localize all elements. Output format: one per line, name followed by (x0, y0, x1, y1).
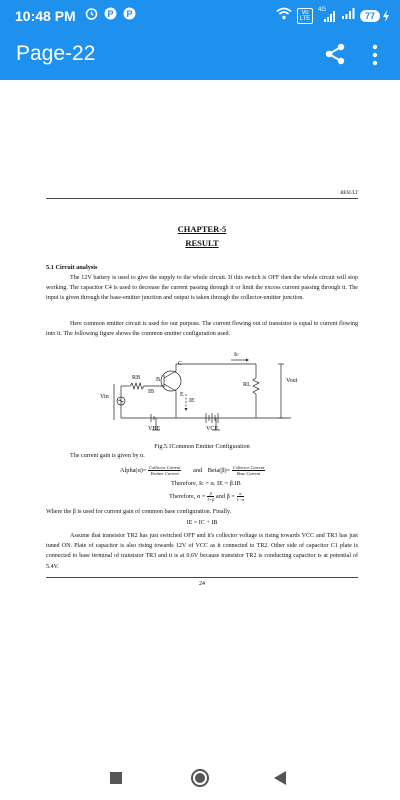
document-page[interactable] (0, 80, 400, 760)
navigation-bar (0, 760, 400, 800)
home-circle-icon[interactable] (190, 768, 210, 788)
alpha-beta-fraction (207, 491, 214, 502)
therefore-2 (46, 491, 358, 502)
running-head: RESULT (340, 191, 358, 196)
beta-denominator: Base Current (236, 471, 261, 476)
label-vce: VCE (206, 426, 219, 432)
status-bar (0, 0, 400, 30)
p-notification-icon (123, 7, 136, 25)
beta-numerator: Collector Current (232, 465, 265, 470)
therefore-2-label: Therefore, α = (169, 492, 206, 500)
signal-4g-icon (317, 6, 336, 23)
label-ie: IE (189, 398, 195, 404)
label-ic: Ic (234, 352, 239, 358)
circuit-figure (100, 352, 306, 438)
chapter-heading (46, 222, 358, 250)
label-vbe: VBE (148, 426, 161, 432)
footer-rule (46, 577, 358, 578)
beta-label: Beta(β)= (207, 466, 231, 474)
alpha-numerator: Collector Current (149, 465, 181, 470)
label-rl: RL (243, 382, 251, 388)
ie-equation: IE = IC + IB (186, 520, 218, 526)
t2b-numerator: α (237, 491, 244, 497)
paragraph-3: Assume that transistor TR2 has just switched OFF and it's collector voltage is rising towards VCC and TR3 has just tuned ON. Plate of capacitor is also rising towards 12V of VCC as it connected to TR2. Other side of capacitor C1 plate is connected to base terminal of transistor TR3 and it is at 0.6V because transistor TR2 is conducting capacitor is at potential of 5.4V. (46, 533, 358, 570)
header-rule (46, 198, 358, 199)
therefore-1: Therefore, Ic = α. IE = β.IB (171, 480, 241, 487)
page-number: 24 (199, 581, 205, 587)
volte-icon: Vo LTE (297, 8, 313, 24)
battery-icon (360, 10, 390, 22)
system-icons (276, 7, 390, 25)
share-icon[interactable] (323, 42, 347, 66)
svg-text:P: P (126, 9, 133, 19)
paragraph-2: Here common emitter circuit is used for our purpose. The current flowing out of transistor is equal to current flowing into it. The following figure shows the common emitter configuration used. (46, 321, 358, 338)
label-c: C (178, 361, 183, 367)
wifi-icon (276, 7, 292, 25)
notification-icons (85, 7, 136, 25)
p-notification-icon (104, 7, 117, 25)
section-heading: 5.1 Circuit analysis (46, 264, 98, 271)
alpha-beta-equation (46, 465, 358, 476)
t2a-numerator: β (207, 491, 214, 497)
label-rb: RB (132, 375, 141, 381)
recents-square-icon[interactable] (110, 772, 122, 784)
network-type: 4G (317, 6, 326, 13)
where-text: Where the β is used for current gain of common base configuration. Finally. (46, 509, 232, 515)
alpha-label: Alpha(α)= (120, 466, 147, 474)
more-vert-icon[interactable] (367, 42, 383, 68)
t2-and: and β = (215, 492, 235, 500)
clock: 10:48 PM (15, 8, 76, 24)
beta-alpha-fraction (237, 491, 244, 502)
back-triangle-icon[interactable] (273, 771, 287, 785)
figure-caption: Fig.5.1Common Emitter Configuration (154, 444, 250, 450)
label-vout: Vout (286, 378, 298, 384)
alarm-icon (85, 7, 98, 25)
gain-intro: The current gain is given by α. (70, 453, 145, 459)
label-b: B (156, 377, 161, 383)
app-bar (0, 30, 400, 80)
t2a-denominator: 1+β (206, 497, 215, 502)
battery-level: 77 (360, 10, 380, 22)
t2b-denominator: 1−α (236, 497, 244, 502)
label-vin: Vin (100, 394, 109, 400)
label-ib: IB (148, 389, 155, 395)
beta-fraction (232, 465, 265, 476)
label-e: E (180, 392, 184, 398)
alpha-fraction (148, 465, 181, 476)
page-title: Page-22 (16, 42, 96, 65)
signal-icon (341, 7, 355, 25)
and-text: and (193, 466, 203, 474)
chapter-title: RESULT (185, 238, 219, 248)
paragraph-1: The 12V battery is used to give the supply to the whole circuit. If this switch is OFF then the whole circuit will stop working. The capacitor C4 is used to decrease the current passing through it or limit the excess current passing through it. The input is given through the base-emitter junction and output is taken through the collector-emitter junction. (46, 275, 358, 302)
chapter-number: CHAPTER-5 (177, 224, 227, 234)
alpha-denominator: Emitter Current (150, 471, 179, 476)
svg-text:P: P (107, 9, 114, 19)
